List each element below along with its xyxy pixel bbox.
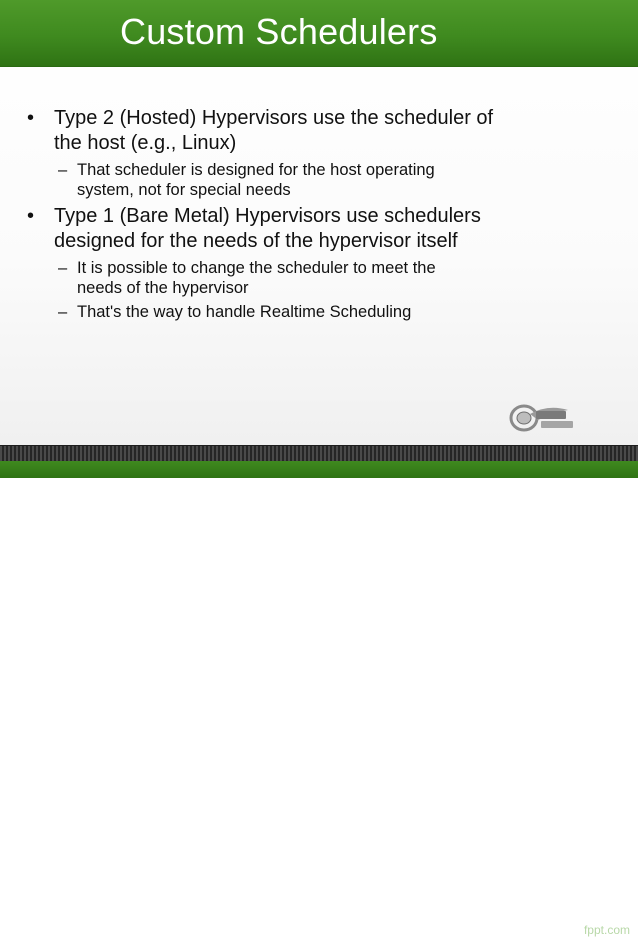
sub-bullet-text-line: It is possible to change the scheduler to meet the — [77, 259, 436, 277]
sub-bullet-text-line: That scheduler is designed for the host operating — [77, 161, 435, 179]
sub-bullet-item — [0, 302, 638, 322]
bullet-item — [0, 106, 638, 156]
dash-icon: – — [58, 161, 68, 179]
bullet-text-line: Type 2 (Hosted) Hypervisors use the scheduler of — [54, 107, 494, 129]
bullet-dot-icon: • — [27, 107, 35, 129]
title-bar — [0, 0, 638, 67]
bullet-text-line: designed for the needs of the hypervisor itself — [54, 230, 458, 252]
bullet-item — [0, 204, 638, 254]
dash-icon: – — [58, 303, 68, 321]
bullet-dot-icon: • — [27, 205, 35, 227]
sub-bullet-text-line: needs of the hypervisor — [77, 279, 249, 297]
dash-icon: – — [58, 259, 68, 277]
slide-title: Custom Schedulers — [120, 11, 438, 52]
sub-bullet-text-line: system, not for special needs — [77, 181, 291, 199]
sub-bullet-item — [0, 160, 638, 200]
sub-bullet-text-line: That's the way to handle Realtime Scheduling — [77, 303, 412, 321]
watermark-text: fppt.com — [583, 923, 630, 937]
footer-bar — [0, 461, 638, 937]
slide-content — [0, 106, 638, 326]
bullet-text-line: the host (e.g., Linux) — [54, 132, 237, 154]
footer-strip — [0, 445, 638, 462]
sub-bullet-item — [0, 258, 638, 298]
bullet-text-line: Type 1 (Bare Metal) Hypervisors use schedulers — [54, 205, 481, 227]
project-logo-icon — [508, 400, 578, 436]
